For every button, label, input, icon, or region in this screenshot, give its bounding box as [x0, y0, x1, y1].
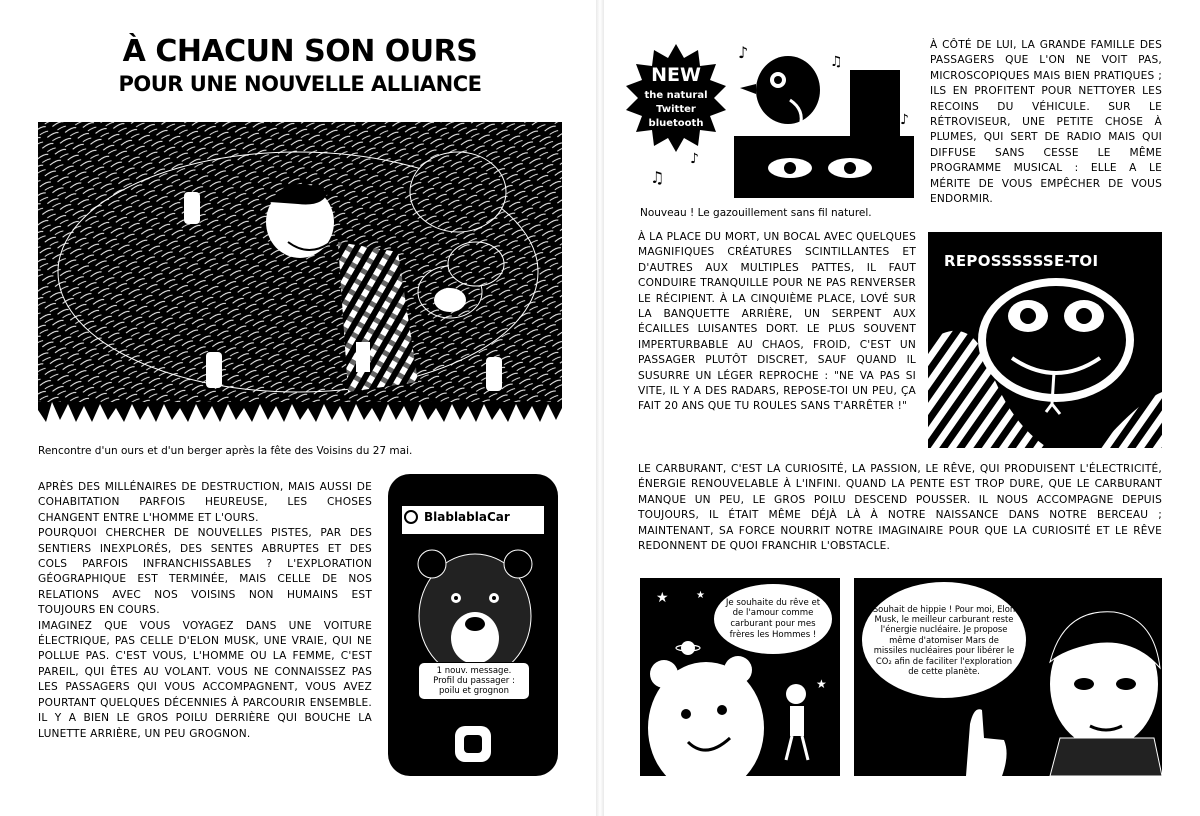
paragraph: LE CARBURANT, C'EST LA CURIOSITÉ, LA PASSION, LE RÊVE, QUI PRODUISENT L'ÉLECTRICITÉ, ÉNERGIE RENOUVELABLE À L'INFINI. QUAND LA PENTE EST TROP DURE, QUE LE CARBURANT MANQUE UN PEU, LE GROS POILU DESCEND POUSSER. IL NOUS ACCOMPAGNE DEPUIS TOUJOURS, IL ÉTAIT MÊME DÉJÀ LÀ À NOTRE NAISSANCE DANS NOTRE BERCEAU ; MAINTENANT, SA FORCE NOURRIT NOTRE IMAGINAIRE POUR QUE LA CURIOSITÉ ET LE RÊVE REDONNENT DE QUOI FRANCHIR L'OBSTACLE.: [638, 463, 1162, 553]
article-subtitle: POUR UNE NOUVELLE ALLIANCE: [118, 72, 482, 96]
svg-text:★: ★: [696, 590, 705, 601]
bird-radio-illustration: [730, 40, 916, 200]
right-body-text-middle: [638, 230, 916, 415]
left-body-text: [38, 480, 372, 742]
snake-title: REPOSSSSSSE-TOI: [944, 252, 1099, 270]
paragraph: APRÈS DES MILLÉNAIRES DE DESTRUCTION, MAIS AUSSI DE COHABITATION PARFOIS HEUREUSE, LES CHOSES CHANGENT ENTRE L'HOMME ET L'OURS.: [38, 481, 372, 524]
badge-line: the natural: [644, 90, 708, 101]
message-line: poilu et grognon: [439, 686, 509, 696]
app-logo-icon: [404, 510, 418, 524]
home-button-icon: [455, 726, 491, 762]
svg-text:♫: ♫: [830, 54, 843, 70]
new-badge: [622, 44, 730, 152]
paragraph: POURQUOI CHERCHER DE NOUVELLES PISTES, PAR DES SENTIERS INEXPLORÉS, DES SENTES ABRUPTES ET DES COLS PARFOIS INFRANCHISSABLES ? L'EXPLORATION GÉOGRAPHIQUE EST TERMINÉE, MAIS CELLE DE NOS RELATIONS AVEC NOS VOISINS NON HUMAINS EST TOUJOURS EN COURS.: [38, 527, 372, 617]
illustration-caption: Rencontre d'un ours et d'un berger après la fête des Voisins du 27 mai.: [38, 445, 413, 457]
message-notification: [418, 662, 530, 700]
svg-text:♪: ♪: [900, 112, 909, 128]
message-line: Profil du passager :: [433, 676, 515, 686]
badge-line: Twitter: [656, 104, 696, 115]
badge-new: NEW: [651, 64, 701, 86]
message-line: 1 nouv. message.: [436, 666, 512, 676]
right-body-text-top: [930, 38, 1162, 207]
bear-speech-bubble: Je souhaite du rêve et de l'amour comme carburant pour mes frères les Hommes !: [714, 584, 832, 654]
article-title: À CHACUN SON OURS: [122, 34, 478, 69]
musk-speech-bubble: Souhait de hippie ! Pour moi, Elon Musk, le meilleur carburant reste l'énergie nucléaire. Je propose même d'atomiser Mars de missiles nucléaires pour libérer le CO₂ afin de faciliter l'exploration de cette planète.: [862, 582, 1026, 698]
badge-line: bluetooth: [648, 118, 704, 129]
svg-text:★: ★: [816, 677, 827, 691]
svg-text:♪: ♪: [738, 43, 749, 62]
paragraph: À CÔTÉ DE LUI, LA GRANDE FAMILLE DES PASSAGERS QUE L'ON NE VOIT PAS, MICROSCOPIQUES MAIS BIEN PRATIQUES ; ILS EN PROFITENT POUR NETTOYER LES RECOINS DU VÉHICULE. SUR LE RÉTROVISEUR, UNE PETITE CHOSE À PLUMES, QUI SERT DE RADIO MAIS QUI DIFFUSE SANS CESSE LE MÊME PROGRAMME MUSICAL : ELLE A LE MÉRITE DE VOUS EMPÊCHER DE VOUS ENDORMIR.: [930, 39, 1162, 206]
svg-text:★: ★: [656, 590, 669, 606]
music-note-icon: ♪: [690, 151, 699, 167]
bear-shepherd-illustration: [38, 122, 562, 436]
right-body-text-bottom: [638, 462, 1162, 554]
phone-illustration: [388, 474, 558, 776]
book-gutter: [596, 0, 604, 816]
paragraph: IMAGINEZ QUE VOUS VOYAGEZ DANS UNE VOITURE ÉLECTRIQUE, PAS CELLE D'ELON MUSK, UNE VRAIE, QUI NE POLLUE PAS. C'EST VOUS, L'HOMME OU LA FEMME, C'EST PAREIL, QUI ÊTES AU VOLANT. VOUS NE CONNAISSEZ PAS LES PASSAGERS QUI VOUS ACCOMPAGNENT, VOUS AVEZ POURTANT QUELQUES DÉCENNIES À PARCOURIR ENSEMBLE. IL Y A BIEN LE GROS POILU DERRIÈRE QUI BOUCHE LA LUNETTE ARRIÈRE, UN PEU GROGNON.: [38, 619, 372, 740]
music-note-icon: ♫: [650, 168, 665, 187]
app-name: BlablablaCar: [424, 510, 510, 524]
bird-caption: Nouveau ! Le gazouillement sans fil naturel.: [640, 207, 872, 219]
paragraph: À LA PLACE DU MORT, UN BOCAL AVEC QUELQUES MAGNIFIQUES CRÉATURES SCINTILLANTES ET D'AUTRES AUX MULTIPLES PATTES, IL FAUT CONDUIRE TRANQUILLE POUR NE PAS RENVERSER LE RÉCIPIENT. À LA CINQUIÈME PLACE, LOVÉ SUR LA BANQUETTE ARRIÈRE, UN SERPENT AUX ÉCAILLES LUISANTES DORT. LE PLUS SOUVENT IMPERTURBABLE AU CHAOS, FROID, C'EST UN PASSAGER PLUTÔT DISCRET, SAUF QUAND IL SUSURRE UN LÉGER REPROCHE : "NE VA PAS SI VITE, IL Y A DES RADARS, REPOSE-TOI UN PEU, ÇA FAIT 20 ANS QUE TU ROULES SANS T'ARRÊTER !": [638, 231, 916, 413]
